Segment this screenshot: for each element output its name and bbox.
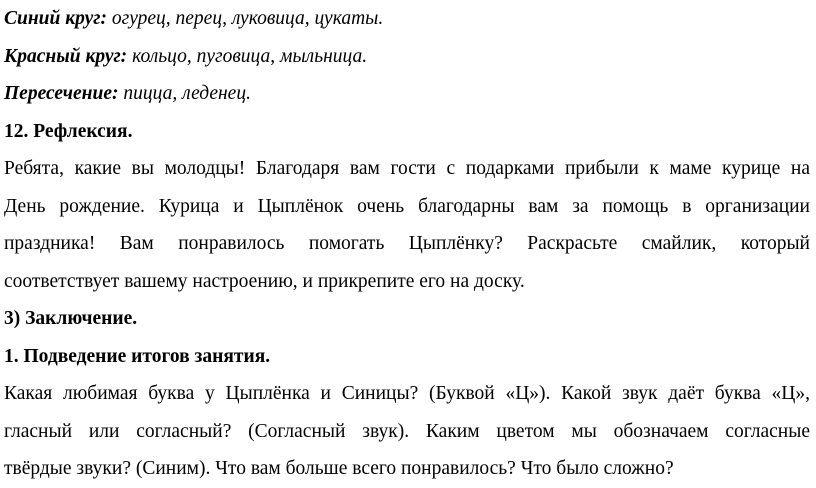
reflection-paragraph-line: праздника! Вам понравилось помогать Цыплёнку? Раскрасьте смайлик, который: [4, 233, 810, 254]
reflection-heading: 12. Рефлексия.: [4, 120, 133, 142]
red-circle-items: кольцо, пуговица, мыльница.: [132, 45, 368, 67]
blue-circle-items: огурец, перец, луковица, цукаты.: [111, 8, 384, 29]
intersection-items: пицца, леденец.: [123, 83, 251, 104]
red-circle-label: Красный круг:: [4, 45, 128, 67]
red-circle-line: [4, 38, 810, 76]
summary-paragraph-line: Какая любимая буква у Цыплёнка и Синицы? (Буквой «Ц»). Какой звук даёт буква «Ц»,: [4, 383, 810, 404]
intersection-line: [4, 75, 810, 113]
blue-circle-line: [4, 0, 810, 38]
blue-circle-label: Синий круг:: [4, 8, 107, 29]
reflection-paragraph-line: Ребята, какие вы молодцы! Благодаря вам гости с подарками прибыли к маме курице на: [4, 158, 810, 179]
intersection-label: Пересечение:: [4, 83, 119, 104]
summary-paragraph-line: твёрдые звуки? (Синим). Что вам больше всего понравилось? Что было сложно?: [4, 458, 674, 479]
reflection-paragraph-line: День рождение. Курица и Цыплёнок очень благодарны вам за помощь в организации: [4, 195, 810, 217]
reflection-paragraph-line: соответствует вашему настроению, и прикрепите его на доску.: [4, 270, 525, 292]
conclusion-heading: 3) Заключение.: [4, 308, 138, 329]
summary-heading: 1. Подведение итогов занятия.: [4, 345, 271, 367]
summary-paragraph-line: гласный или согласный? (Согласный звук). Каким цветом мы обозначаем согласные: [4, 420, 810, 442]
